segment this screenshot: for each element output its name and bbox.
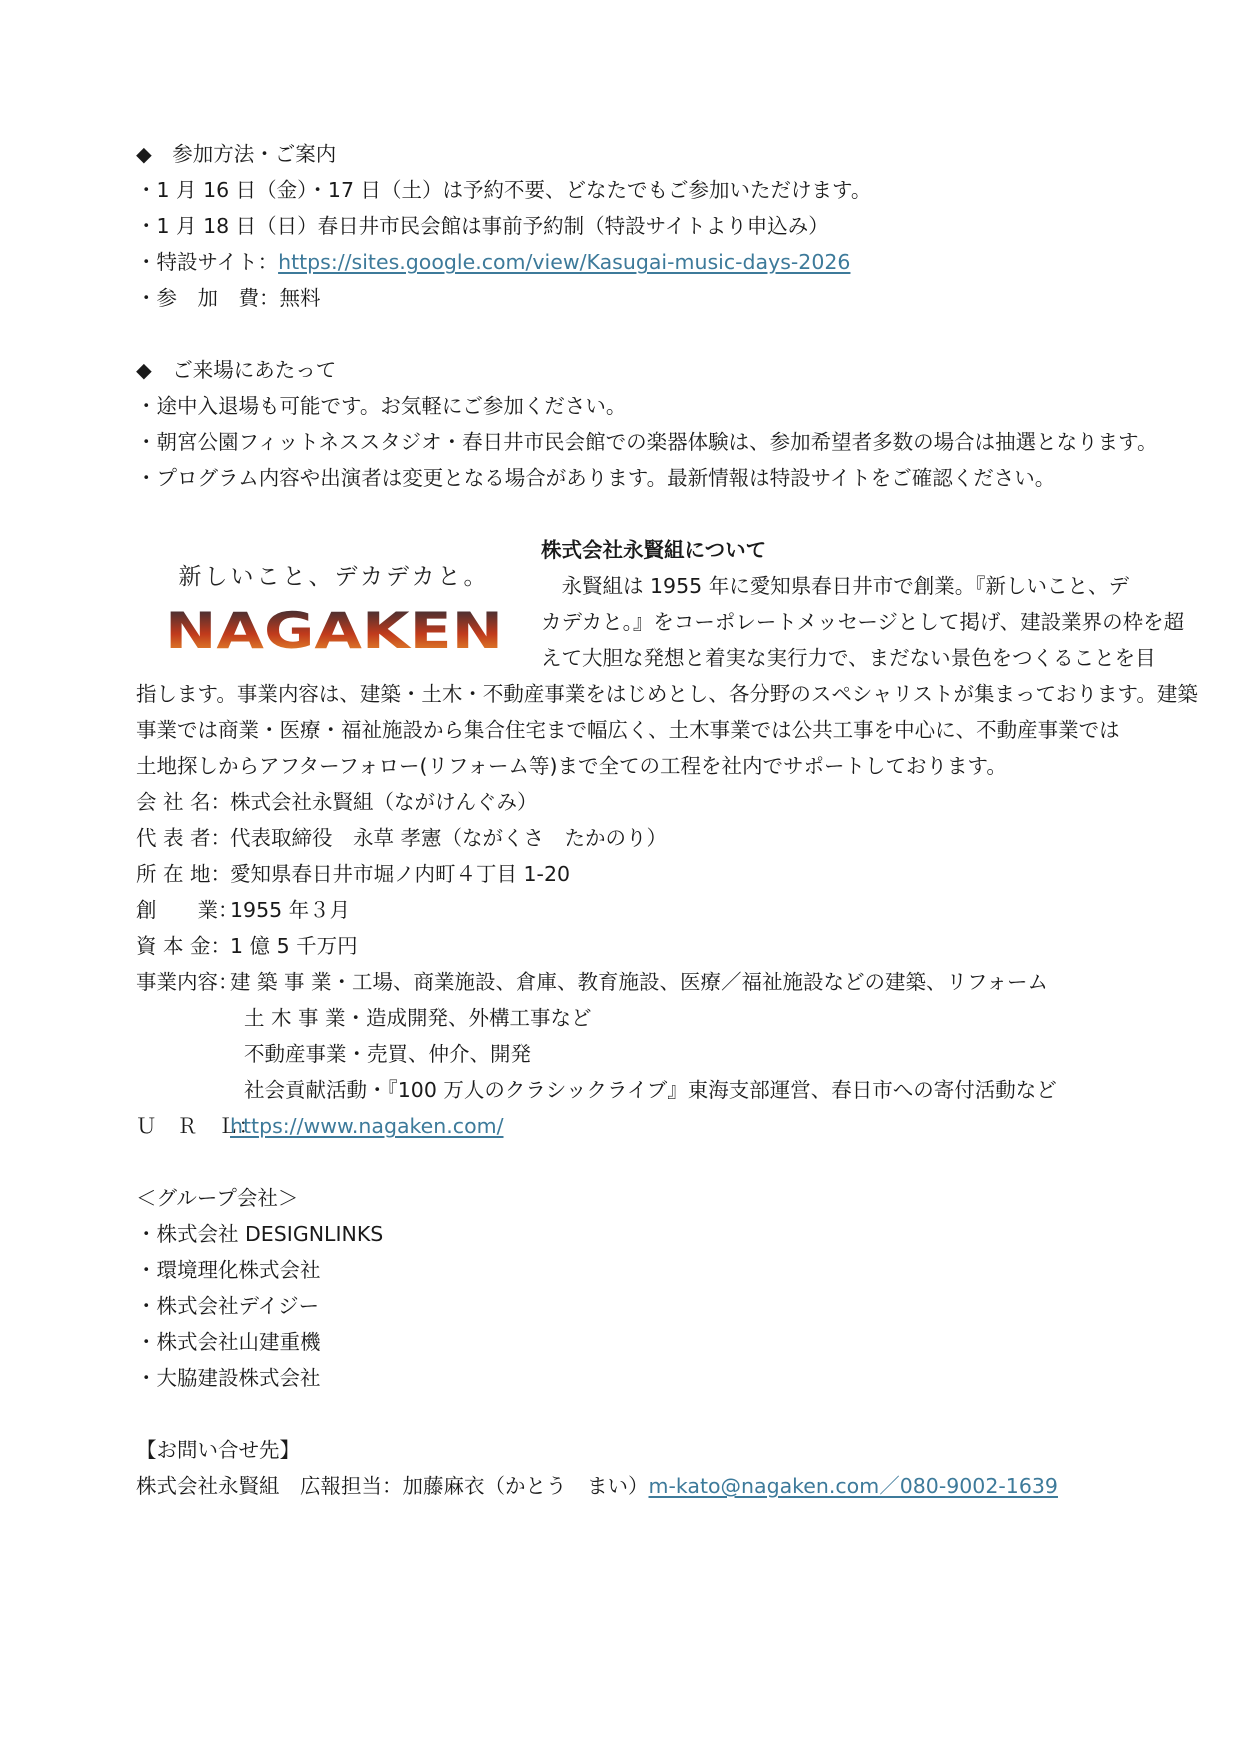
representative-row bbox=[136, 824, 667, 852]
founded-row bbox=[136, 896, 350, 924]
about-title: 株式会社永賢組について bbox=[541, 538, 767, 562]
about-line: 土地探しからアフターフォロー(リフォーム等)まで全ての工程を社内でサポートしております。 bbox=[136, 754, 1007, 778]
company-name-label: 会 社 名： bbox=[136, 790, 232, 814]
capital-row bbox=[136, 932, 358, 960]
representative-value: 代表取締役 永草 孝憲（ながくさ たかのり） bbox=[230, 826, 668, 850]
address-label: 所 在 地： bbox=[136, 862, 232, 886]
special-site-line bbox=[136, 248, 850, 276]
founded-value: 1955 年３月 bbox=[230, 898, 351, 922]
address-row bbox=[136, 860, 570, 888]
participation-line-1: ・1 月 16 日（金）・17 日（土）は予約不要、どなたでもご参加いただけます。 bbox=[136, 178, 872, 202]
group-item: ・環境理化株式会社 bbox=[136, 1258, 321, 1282]
business-row bbox=[136, 968, 1048, 996]
business-item: 建 築 事 業・工場、商業施設、倉庫、教育施設、医療／福祉施設などの建築、リフォーム bbox=[230, 970, 1049, 994]
special-site-label: ・特設サイト： bbox=[136, 250, 279, 274]
capital-value: 1 億 5 千万円 bbox=[230, 934, 358, 958]
fee-line: ・参 加 費：無料 bbox=[136, 286, 321, 310]
business-item: 不動産事業・売買、仲介、開発 bbox=[244, 1042, 531, 1066]
contact-heading: 【お問い合せ先】 bbox=[136, 1438, 300, 1462]
representative-label: 代 表 者： bbox=[136, 826, 232, 850]
nagaken-logo bbox=[158, 560, 510, 658]
about-line: 永賢組は 1955 年に愛知県春日井市で創業。『新しいこと、デ bbox=[541, 574, 1129, 598]
visit-note: ・朝宮公園フィットネススタジオ・春日井市民会館での楽器体験は、参加希望者多数の場合は抽選となります。 bbox=[136, 430, 1158, 454]
about-line: 指します。事業内容は、建築・土木・不動産事業をはじめとし、各分野のスペシャリストが集まっております。建築 bbox=[136, 682, 1198, 706]
founded-label: 創 業： bbox=[136, 898, 239, 922]
contact-line bbox=[136, 1472, 1058, 1500]
business-label: 事業内容： bbox=[136, 970, 239, 994]
logo-tagline: 新しいこと、デカデカと。 bbox=[178, 564, 490, 590]
capital-label: 資 本 金： bbox=[136, 934, 232, 958]
group-item: ・大脇建設株式会社 bbox=[136, 1366, 321, 1390]
group-item: ・株式会社 DESIGNLINKS bbox=[136, 1222, 384, 1246]
url-label: Ｕ Ｒ Ｌ： bbox=[136, 1114, 259, 1138]
contact-link[interactable]: m-kato@nagaken.com／080-9002-1639 bbox=[648, 1474, 1058, 1498]
address-value: 愛知県春日井市堀ノ内町４丁目 1-20 bbox=[230, 862, 571, 886]
special-site-link[interactable]: https://sites.google.com/view/Kasugai-music-days-2026 bbox=[278, 250, 851, 274]
company-name-value: 株式会社永賢組（ながけんぐみ） bbox=[230, 790, 538, 814]
logo-wordmark: NAGAKEN bbox=[165, 602, 503, 658]
participation-heading: ◆ 参加方法・ご案内 bbox=[136, 142, 337, 166]
group-item: ・株式会社デイジー bbox=[136, 1294, 320, 1318]
about-line: えて大胆な発想と着実な実行力で、まだない景色をつくることを目 bbox=[541, 646, 1156, 670]
about-line: 事業では商業・医療・福祉施設から集合住宅まで幅広く、土木事業では公共工事を中心に、不動産事業では bbox=[136, 718, 1120, 742]
contact-text: 株式会社永賢組 広報担当：加藤麻衣（かとう まい） bbox=[136, 1474, 649, 1498]
url-row bbox=[136, 1112, 504, 1140]
about-line: カデカと。』をコーポレートメッセージとして掲げ、建設業界の枠を超 bbox=[541, 610, 1185, 634]
visit-heading: ◆ ご来場にあたって bbox=[136, 358, 337, 382]
group-item: ・株式会社山建重機 bbox=[136, 1330, 321, 1354]
visit-note: ・途中入退場も可能です。お気軽にご参加ください。 bbox=[136, 394, 627, 418]
group-heading: ＜グループ会社＞ bbox=[136, 1186, 299, 1210]
participation-line-2: ・1 月 18 日（日）春日井市民会館は事前予約制（特設サイトより申込み） bbox=[136, 214, 829, 238]
visit-note: ・プログラム内容や出演者は変更となる場合があります。最新情報は特設サイトをご確認ください。 bbox=[136, 466, 1056, 490]
company-url-link[interactable]: https://www.nagaken.com/ bbox=[230, 1114, 504, 1138]
business-item: 土 木 事 業・造成開発、外構工事など bbox=[244, 1006, 592, 1030]
company-name-row bbox=[136, 788, 538, 816]
business-item: 社会貢献活動・『100 万人のクラシックライブ』東海支部運営、春日市への寄付活動など bbox=[244, 1078, 1057, 1102]
